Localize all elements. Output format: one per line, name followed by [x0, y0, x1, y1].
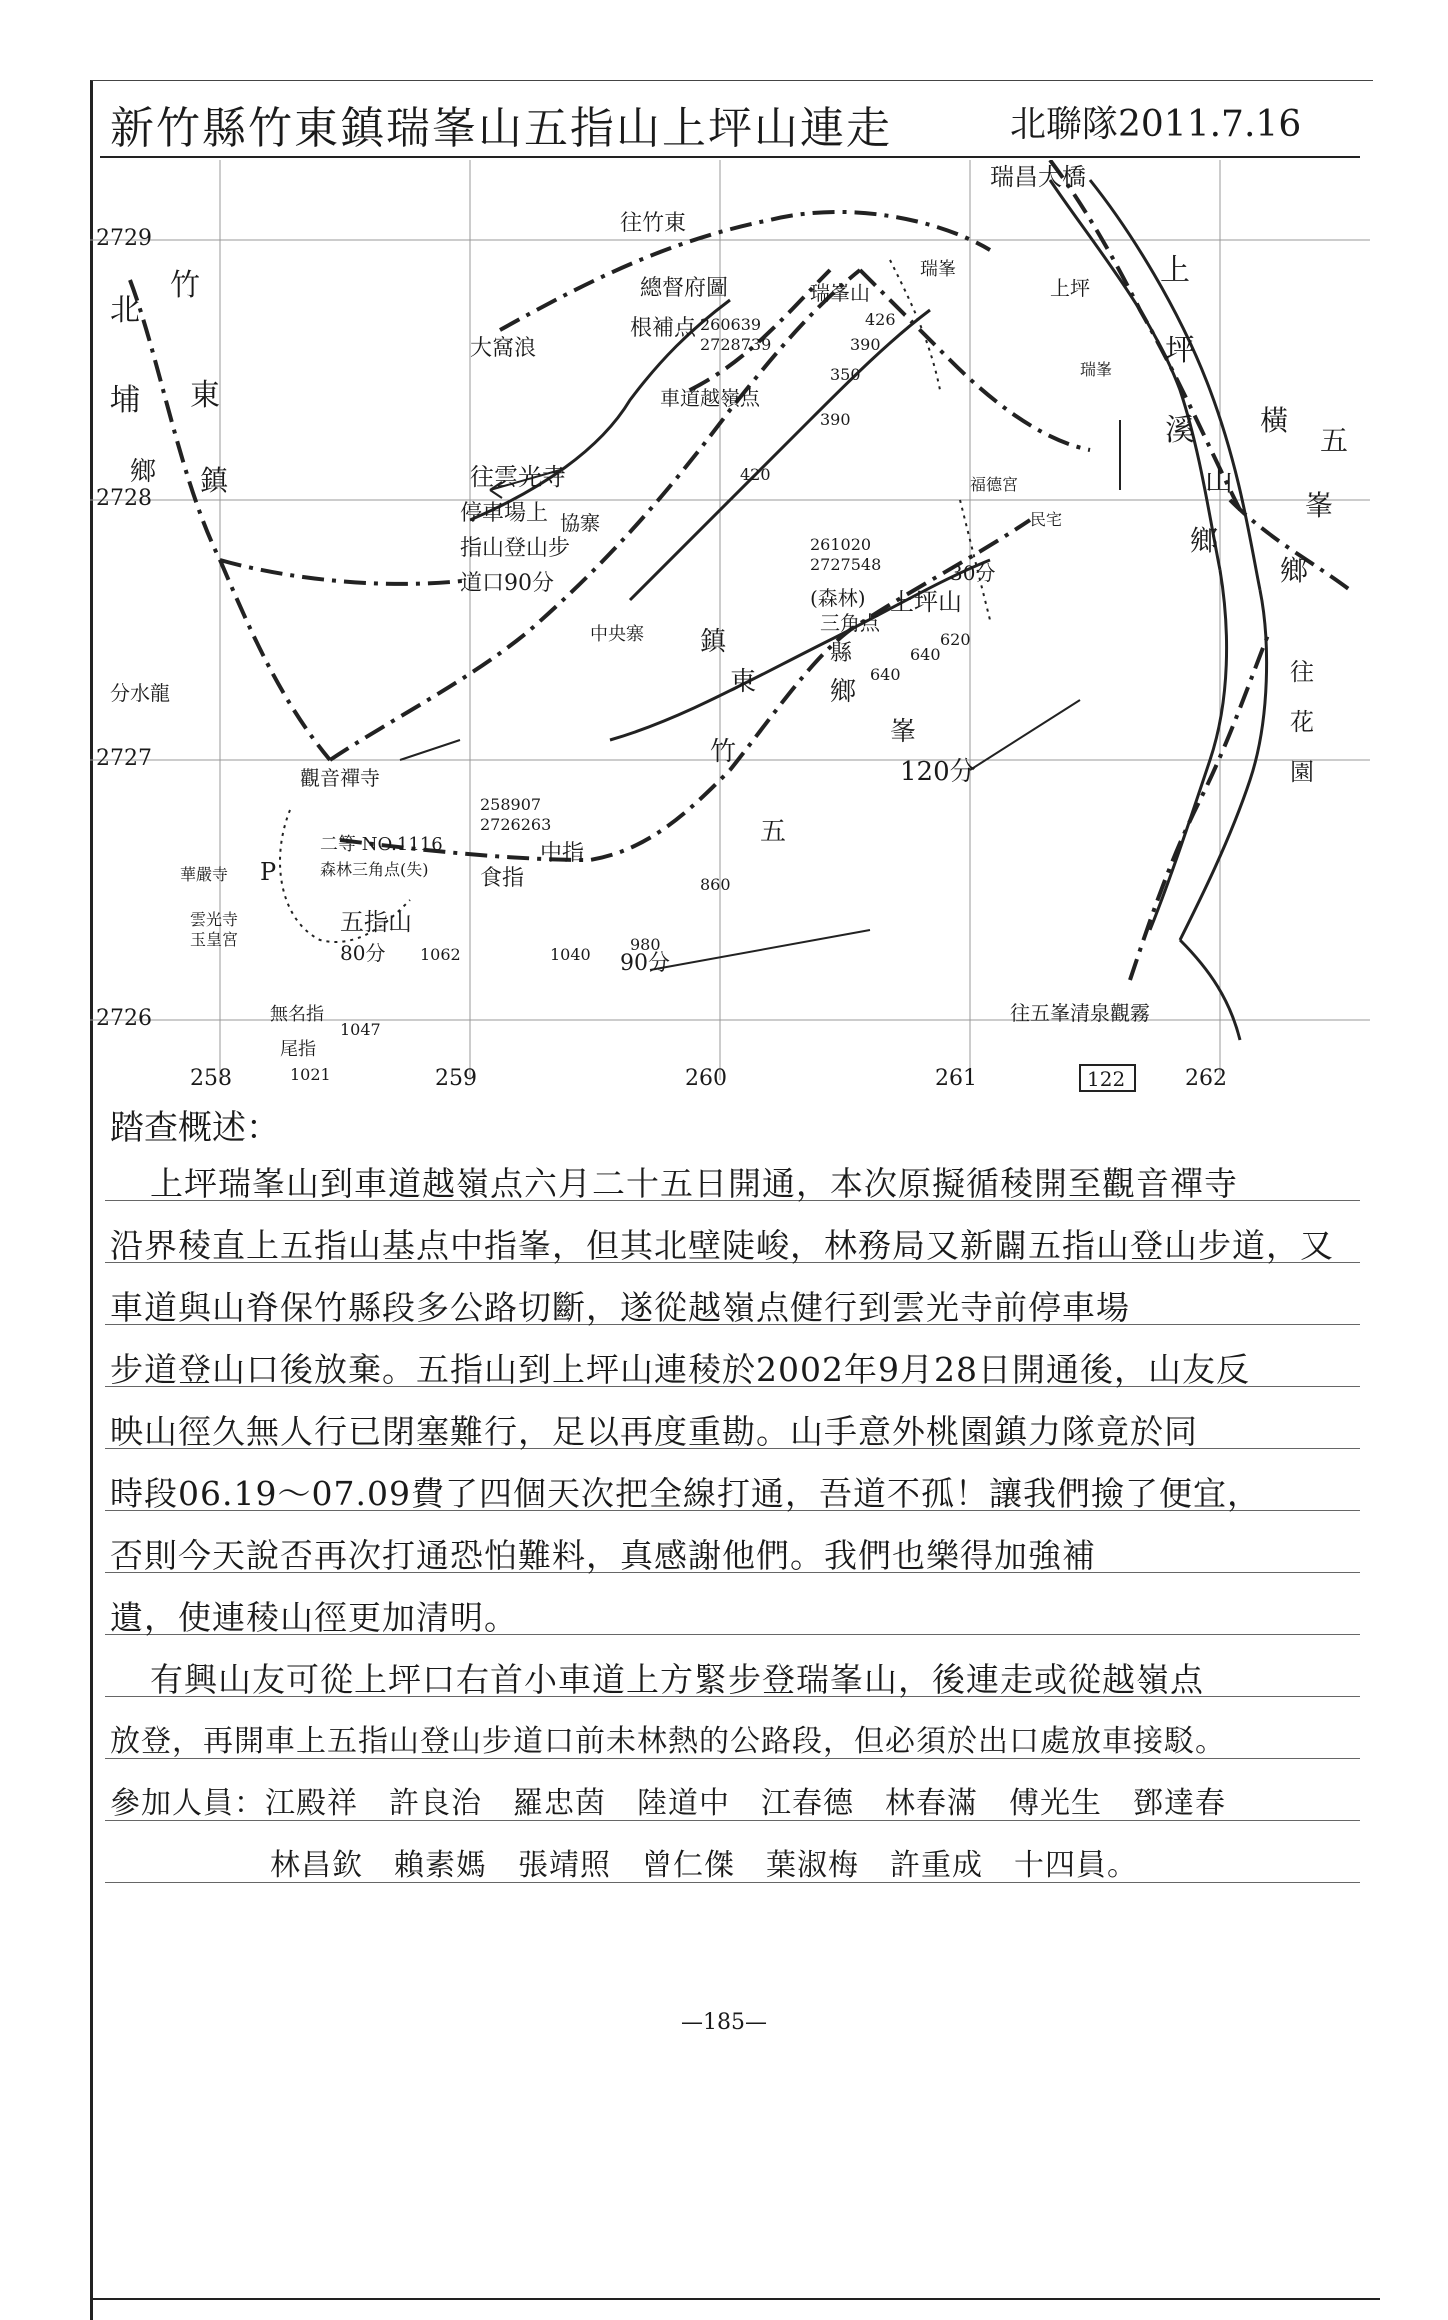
label-wufeng-2: 峯: [1305, 489, 1334, 522]
note-line-1: 上坪瑞峯山到車道越嶺点六月二十五日開通，本次原擬循稜開至觀音禪寺: [150, 1164, 1238, 1203]
label-wufeng-town-3: 鄉: [830, 677, 857, 707]
participants-line-2: 林昌欽 賴素媽 張靖照 曾仁傑 葉淑梅 許重成 十四員。: [270, 1848, 1138, 1883]
label-to-huayuan-3: 園: [1290, 758, 1314, 786]
label-temple-left: 華嚴寺: [180, 865, 229, 884]
label-to-zhudong: 往竹東: [620, 211, 687, 236]
bottom-margin-line: [90, 2298, 1380, 2300]
elev-1021: 1021: [290, 1065, 331, 1084]
label-parking: 停車場上: [460, 501, 549, 526]
label-root-coords-1: 260639: [700, 315, 762, 334]
label-forest-point-1: (森林): [810, 586, 866, 610]
label-hengshan-1: 橫: [1260, 404, 1289, 437]
elev-1047: 1047: [340, 1020, 381, 1039]
label-beipu-2: 埔: [110, 383, 140, 418]
label-food-finger: 食指: [480, 866, 525, 891]
note-line-3: 車道與山脊保竹縣段多公路切斷，遂從越嶺点健行到雲光寺前停車場: [110, 1288, 1130, 1327]
elev-980: 980: [630, 935, 661, 954]
label-yunguang-temple: 雲光寺: [190, 910, 239, 929]
label-pinky-finger: 尾指: [280, 1039, 316, 1060]
label-dawolang: 大窩浪: [470, 336, 537, 361]
team-date: 北聯隊2011.7.16: [1010, 104, 1302, 145]
page-number: —185—: [681, 2010, 767, 2035]
label-xiezhai: 協寨: [560, 511, 600, 535]
label-zhudong-2: 東: [190, 378, 220, 413]
elev-1040: 1040: [550, 945, 591, 964]
notes-heading: 踏查概述：: [110, 1108, 280, 1148]
label-time-120: 120分: [900, 757, 976, 787]
label-trail-mouth: 道口90分: [460, 571, 554, 596]
label-wufeng-town-2: 峯: [890, 717, 917, 747]
label-yuhuang-palace: 玉皇宮: [190, 930, 239, 949]
note-line-8: 遺，使連稜山徑更加清明。: [110, 1598, 518, 1637]
participants-line-1: 參加人員：江殿祥 許良治 羅忠茵 陸道中 江春德 林春滿 傅光生 鄧達春: [110, 1786, 1226, 1821]
elev-640a: 640: [910, 645, 941, 664]
grid-label-x-261: 261: [935, 1066, 977, 1091]
label-root-coords-2: 2728739: [700, 335, 772, 354]
label-road-pass: 車道越嶺点: [660, 386, 760, 410]
trail-map: [90, 160, 1370, 1100]
label-to-qingquan: 往五峯清泉觀霧: [1010, 1001, 1150, 1025]
label-to-huayuan-2: 花: [1290, 708, 1314, 736]
label-wufeng-1: 五: [1320, 424, 1349, 457]
label-minzhai: 民宅: [1030, 510, 1063, 529]
label-wufeng-town-1: 五: [760, 817, 787, 847]
note-line-6: 時段06.19～07.09費了四個天次把全線打通，吾道不孤！讓我們撿了便宜，: [110, 1474, 1261, 1513]
grid-label-y-2729: 2729: [96, 226, 152, 251]
label-middle-finger: 中指: [540, 841, 585, 866]
grid-label-y-2727: 2727: [96, 746, 152, 771]
label-river-2: 坪: [1165, 333, 1195, 368]
label-guanyin-temple: 觀音禪寺: [300, 766, 380, 790]
label-fude-temple: 福德宮: [970, 475, 1019, 494]
elev-420: 420: [740, 465, 771, 484]
label-bench-coords-2: 2726263: [480, 815, 552, 834]
label-to-huayuan-1: 往: [1290, 658, 1314, 686]
grid-label-x-258: 258: [190, 1066, 232, 1091]
label-time-30: 30分: [950, 561, 996, 585]
note-line-5: 映山徑久無人行已閉塞難行，足以再度重勘。山手意外桃園鎮力隊竟於同: [110, 1412, 1198, 1451]
label-shangping-village: 上坪: [1050, 276, 1090, 300]
label-river-1: 上: [1160, 253, 1190, 288]
map-grid: [90, 160, 1370, 1080]
note-line-9: 有興山友可從上坪口右首小車道上方緊步登瑞峯山，後連走或從越嶺点: [150, 1660, 1204, 1699]
label-time-90: 90分: [620, 951, 670, 976]
title-underline: [100, 156, 1360, 158]
label-coords-a1: 261020: [810, 535, 872, 554]
label-benchmark-sub: 森林三角点(失): [320, 860, 429, 879]
label-county-2: 東: [730, 667, 757, 697]
label-shangping-mtn: 上坪山: [890, 588, 962, 616]
label-wufeng-3: 鄉: [1280, 554, 1309, 587]
grid-label-x-259: 259: [435, 1066, 477, 1091]
road-lines: [470, 180, 1267, 1040]
elev-620: 620: [940, 630, 971, 649]
grid-label-y-2726: 2726: [96, 1006, 152, 1031]
label-governor-point: 總督府圖: [640, 276, 729, 301]
label-county-1: 竹: [710, 737, 737, 767]
label-ruifeng-small: 瑞峯: [1080, 360, 1113, 379]
label-county-4: 縣: [830, 641, 853, 666]
grid-label-y-2728: 2728: [96, 486, 152, 511]
label-benchmark: 二等 NO.1116: [320, 834, 443, 855]
elev-860: 860: [700, 875, 731, 894]
label-zhudong-1: 竹: [170, 268, 200, 303]
label-ruifeng-mtn: 瑞峯山: [810, 281, 870, 305]
label-river-3: 溪: [1165, 413, 1195, 448]
note-line-10: 放登，再開車上五指山登山步道口前未林熱的公路段，但必須於出口處放車接駁。: [110, 1724, 1226, 1759]
label-hengshan-3: 鄉: [1190, 524, 1219, 557]
label-county-3: 鎮: [700, 627, 727, 657]
label-ruifeng-village: 瑞峯: [920, 259, 956, 280]
label-forest-point-2: 三角点: [820, 611, 880, 635]
page-title: 新竹縣竹東鎮瑞峯山五指山上坪山連走: [110, 103, 892, 154]
note-line-7: 否則今天說否再次打通恐怕難料，真感謝他們。我們也樂得加強補: [110, 1536, 1096, 1575]
label-time-80: 80分: [340, 941, 386, 965]
label-zhongyangzhai: 中央寨: [590, 624, 644, 645]
label-fenshuilong: 分水龍: [110, 681, 170, 705]
label-wuzhi-trail: 指山登山步: [460, 536, 571, 561]
elev-426: 426: [865, 310, 896, 329]
left-margin-line: [90, 1310, 93, 2320]
label-hengshan-2: 山: [1205, 464, 1234, 497]
label-beipu-1: 北: [110, 293, 140, 328]
label-p-mark: P: [260, 858, 277, 886]
label-route-122: 122: [1087, 1067, 1126, 1091]
elev-390b: 390: [820, 410, 851, 429]
label-beipu-3: 鄉: [130, 457, 157, 487]
label-wuming-finger: 無名指: [270, 1004, 324, 1025]
elev-350: 350: [830, 365, 861, 384]
elev-1062: 1062: [420, 945, 461, 964]
label-ruichang-bridge: 瑞昌大橋: [990, 163, 1086, 191]
note-line-2: 沿界稜直上五指山基点中指峯，但其北壁陡峻，林務局又新闢五指山登山步道，又: [110, 1226, 1334, 1265]
elev-640b: 640: [870, 665, 901, 684]
note-line-4: 步道登山口後放棄。五指山到上坪山連稜於2002年9月28日開通後，山友反: [110, 1350, 1250, 1389]
label-wuzhi-mtn: 五指山: [340, 908, 412, 936]
grid-label-x-262: 262: [1185, 1066, 1227, 1091]
grid-label-x-260: 260: [685, 1066, 727, 1091]
label-coords-a2: 2727548: [810, 555, 882, 574]
label-root-point: 根補点: [630, 316, 697, 341]
label-to-yunguang: 往雲光寺: [470, 463, 566, 491]
label-zhudong-3: 鎮: [200, 464, 229, 497]
elev-390a: 390: [850, 335, 881, 354]
label-bench-coords-1: 258907: [480, 795, 542, 814]
